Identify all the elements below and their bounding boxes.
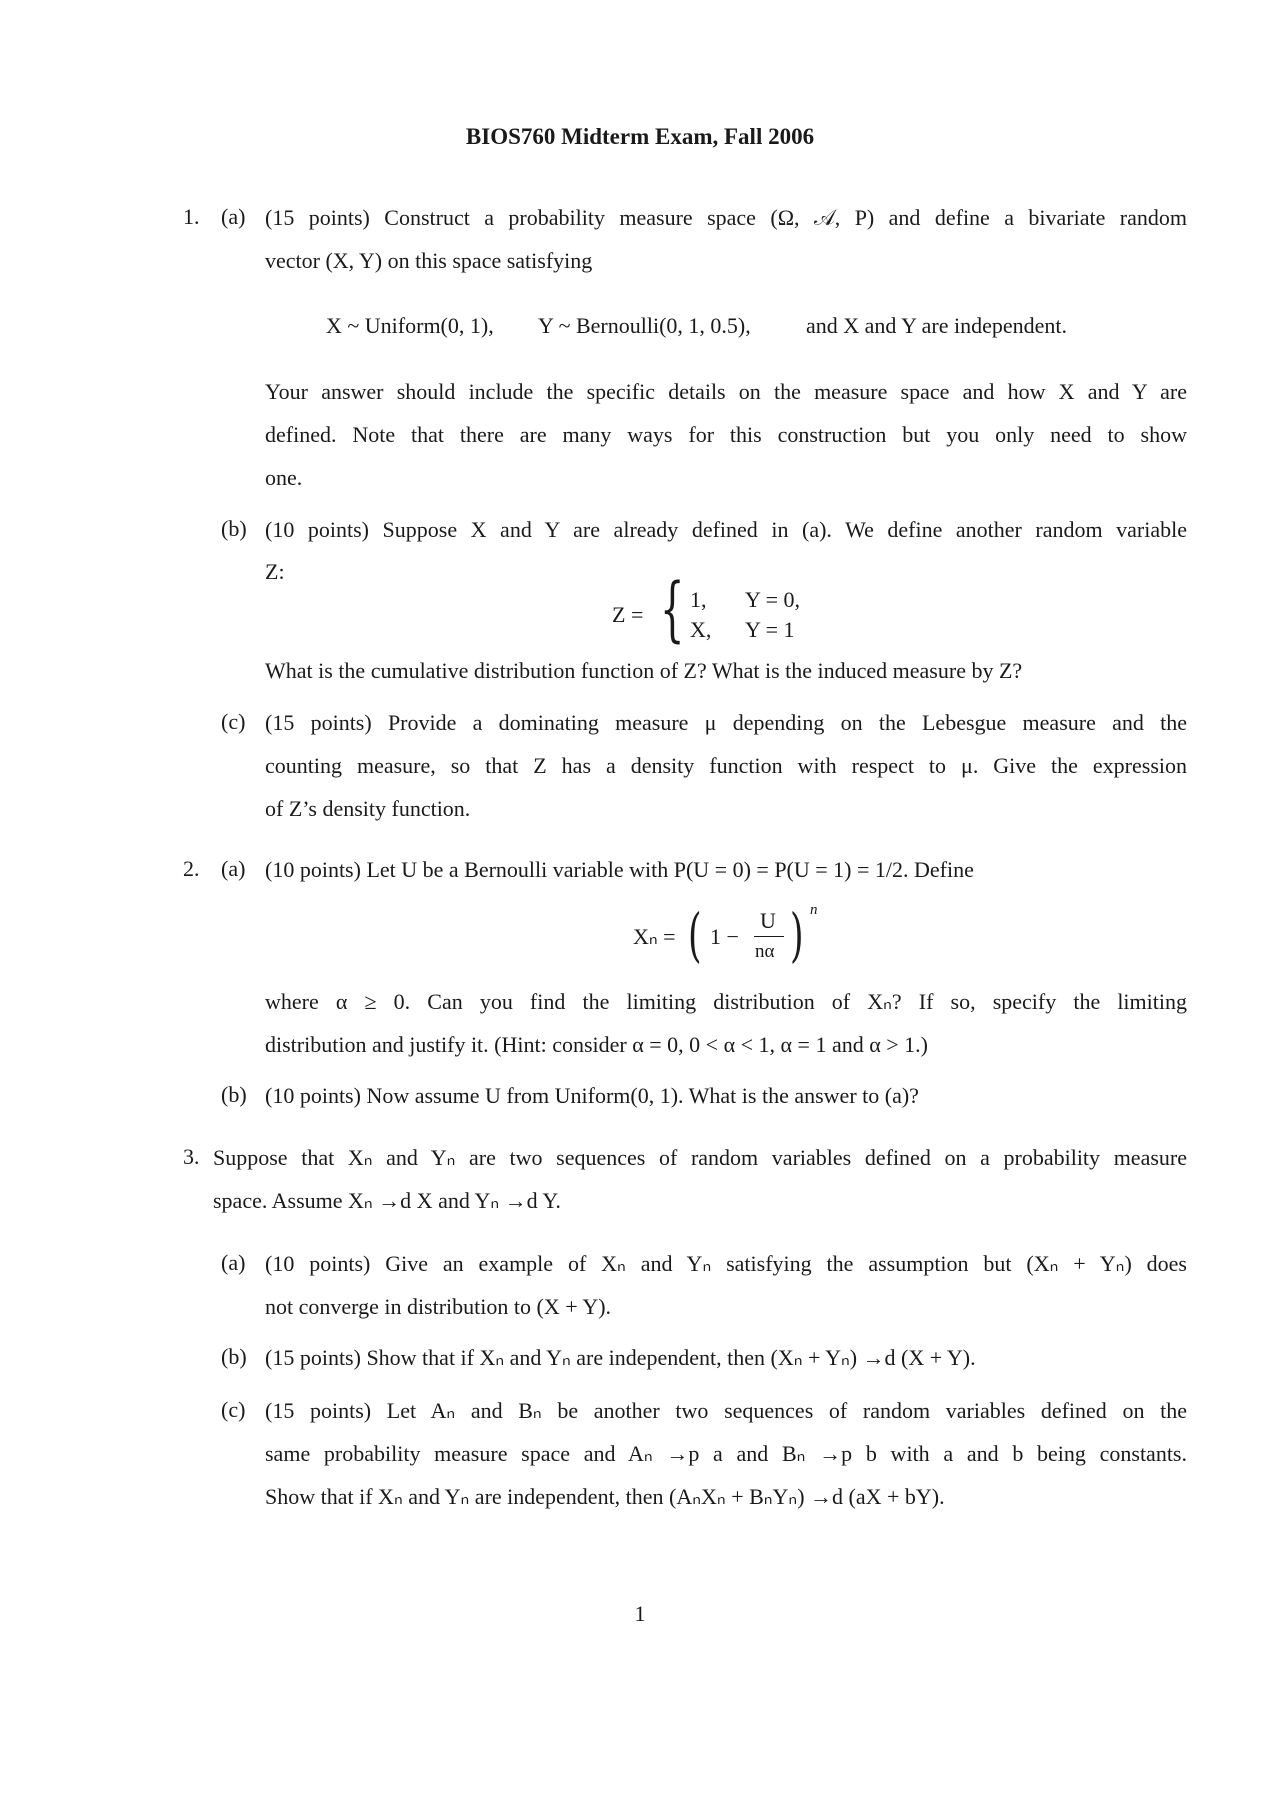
question-3a-text-line1: (10 points) Give an example of Xₙ and Yₙ satisfying the assumption but (Xₙ + Yₙ) does: [265, 1251, 1187, 1276]
question-1a-label: (a): [221, 204, 246, 229]
question-3-intro-line2: space. Assume Xₙ →d X and Yₙ →d Y.: [213, 1188, 561, 1213]
question-2b-label: (b): [221, 1082, 247, 1107]
question-1b-label: (b): [221, 516, 247, 541]
question-3b-label: (b): [221, 1344, 247, 1369]
exam-title: BIOS760 Midterm Exam, Fall 2006: [465, 124, 815, 149]
question-1c-text-line1: (15 points) Provide a dominating measure μ depending on the Lebesgue measure and the: [265, 710, 1187, 735]
question-1a-display-x: X ~ Uniform(0, 1),: [326, 313, 494, 338]
question-1a-text-line1: (15 points) Construct a probability measure space (Ω, 𝒜, P) and define a bivariate random: [265, 205, 1187, 230]
equation-one-minus: 1 −: [710, 924, 739, 949]
question-3-number: 3.: [183, 1144, 200, 1169]
question-3c-text-line2: same probability measure space and Aₙ →p a and Bₙ →p b with a and b being constants.: [265, 1441, 1187, 1466]
question-2a-label: (a): [221, 856, 246, 881]
piecewise-case2-value: X,: [690, 617, 712, 642]
equation-left-paren: (: [688, 901, 702, 969]
question-2a-text-line2: where α ≥ 0. Can you find the limiting distribution of Xₙ? If so, specify the limiting: [265, 989, 1187, 1014]
equation-lhs: Xₙ =: [633, 924, 676, 949]
question-1a-text-line5: one.: [265, 465, 303, 490]
question-1b-text-line3: What is the cumulative distribution function of Z? What is the induced measure by Z?: [265, 658, 1023, 683]
question-3b-text-line1: (15 points) Show that if Xₙ and Yₙ are independent, then (Xₙ + Yₙ) →d (X + Y).: [265, 1345, 976, 1370]
question-1a-text-line4: defined. Note that there are many ways for this construction but you only need to show: [265, 422, 1187, 447]
question-3c-text-line3: Show that if Xₙ and Yₙ are independent, then (AₙXₙ + BₙYₙ) →d (aX + bY).: [265, 1484, 945, 1509]
question-3c-label: (c): [221, 1397, 246, 1422]
equation-right-paren: ): [790, 901, 804, 969]
question-2-number: 2.: [183, 856, 200, 881]
piecewise-case2-condition: Y = 1: [745, 617, 795, 642]
piecewise-brace: {: [660, 568, 685, 650]
question-1c-label: (c): [221, 709, 246, 734]
question-1c-text-line2: counting measure, so that Z has a density function with respect to μ. Give the expression: [265, 753, 1187, 778]
question-1a-text-line2: vector (X, Y) on this space satisfying: [265, 248, 593, 273]
question-3a-text-line2: not converge in distribution to (X + Y).: [265, 1294, 612, 1319]
question-1-number: 1.: [183, 204, 200, 229]
question-2a-text-line1: (10 points) Let U be a Bernoulli variable with P(U = 0) = P(U = 1) = 1/2. Define: [265, 857, 974, 882]
question-2b-text-line1: (10 points) Now assume U from Uniform(0, 1). What is the answer to (a)?: [265, 1083, 919, 1108]
question-1a-display-independent: and X and Y are independent.: [806, 313, 1068, 338]
question-3a-label: (a): [221, 1250, 246, 1275]
equation-numerator: U: [760, 908, 776, 933]
page-number: 1: [634, 1601, 646, 1626]
question-1a-text-line3: Your answer should include the specific details on the measure space and how X and Y are: [265, 379, 1187, 404]
equation-exponent: n: [810, 902, 818, 918]
question-1c-text-line3: of Z’s density function.: [265, 796, 471, 821]
question-2a-text-line3: distribution and justify it. (Hint: consider α = 0, 0 < α < 1, α = 1 and α > 1.): [265, 1032, 928, 1057]
question-1b-text-line1: (10 points) Suppose X and Y are already defined in (a). We define another random variable: [265, 517, 1187, 542]
question-1a-display-y: Y ~ Bernoulli(0, 1, 0.5),: [538, 313, 751, 338]
piecewise-case1-condition: Y = 0,: [745, 587, 800, 612]
question-3-intro-line1: Suppose that Xₙ and Yₙ are two sequences of random variables defined on a probability measure: [213, 1145, 1187, 1170]
question-1b-text-line2: Z:: [265, 559, 285, 584]
equation-denominator: nα: [755, 941, 775, 962]
question-3c-text-line1: (15 points) Let Aₙ and Bₙ be another two sequences of random variables defined on the: [265, 1398, 1187, 1423]
piecewise-case1-value: 1,: [690, 587, 707, 612]
piecewise-z-lhs: Z =: [612, 602, 644, 627]
